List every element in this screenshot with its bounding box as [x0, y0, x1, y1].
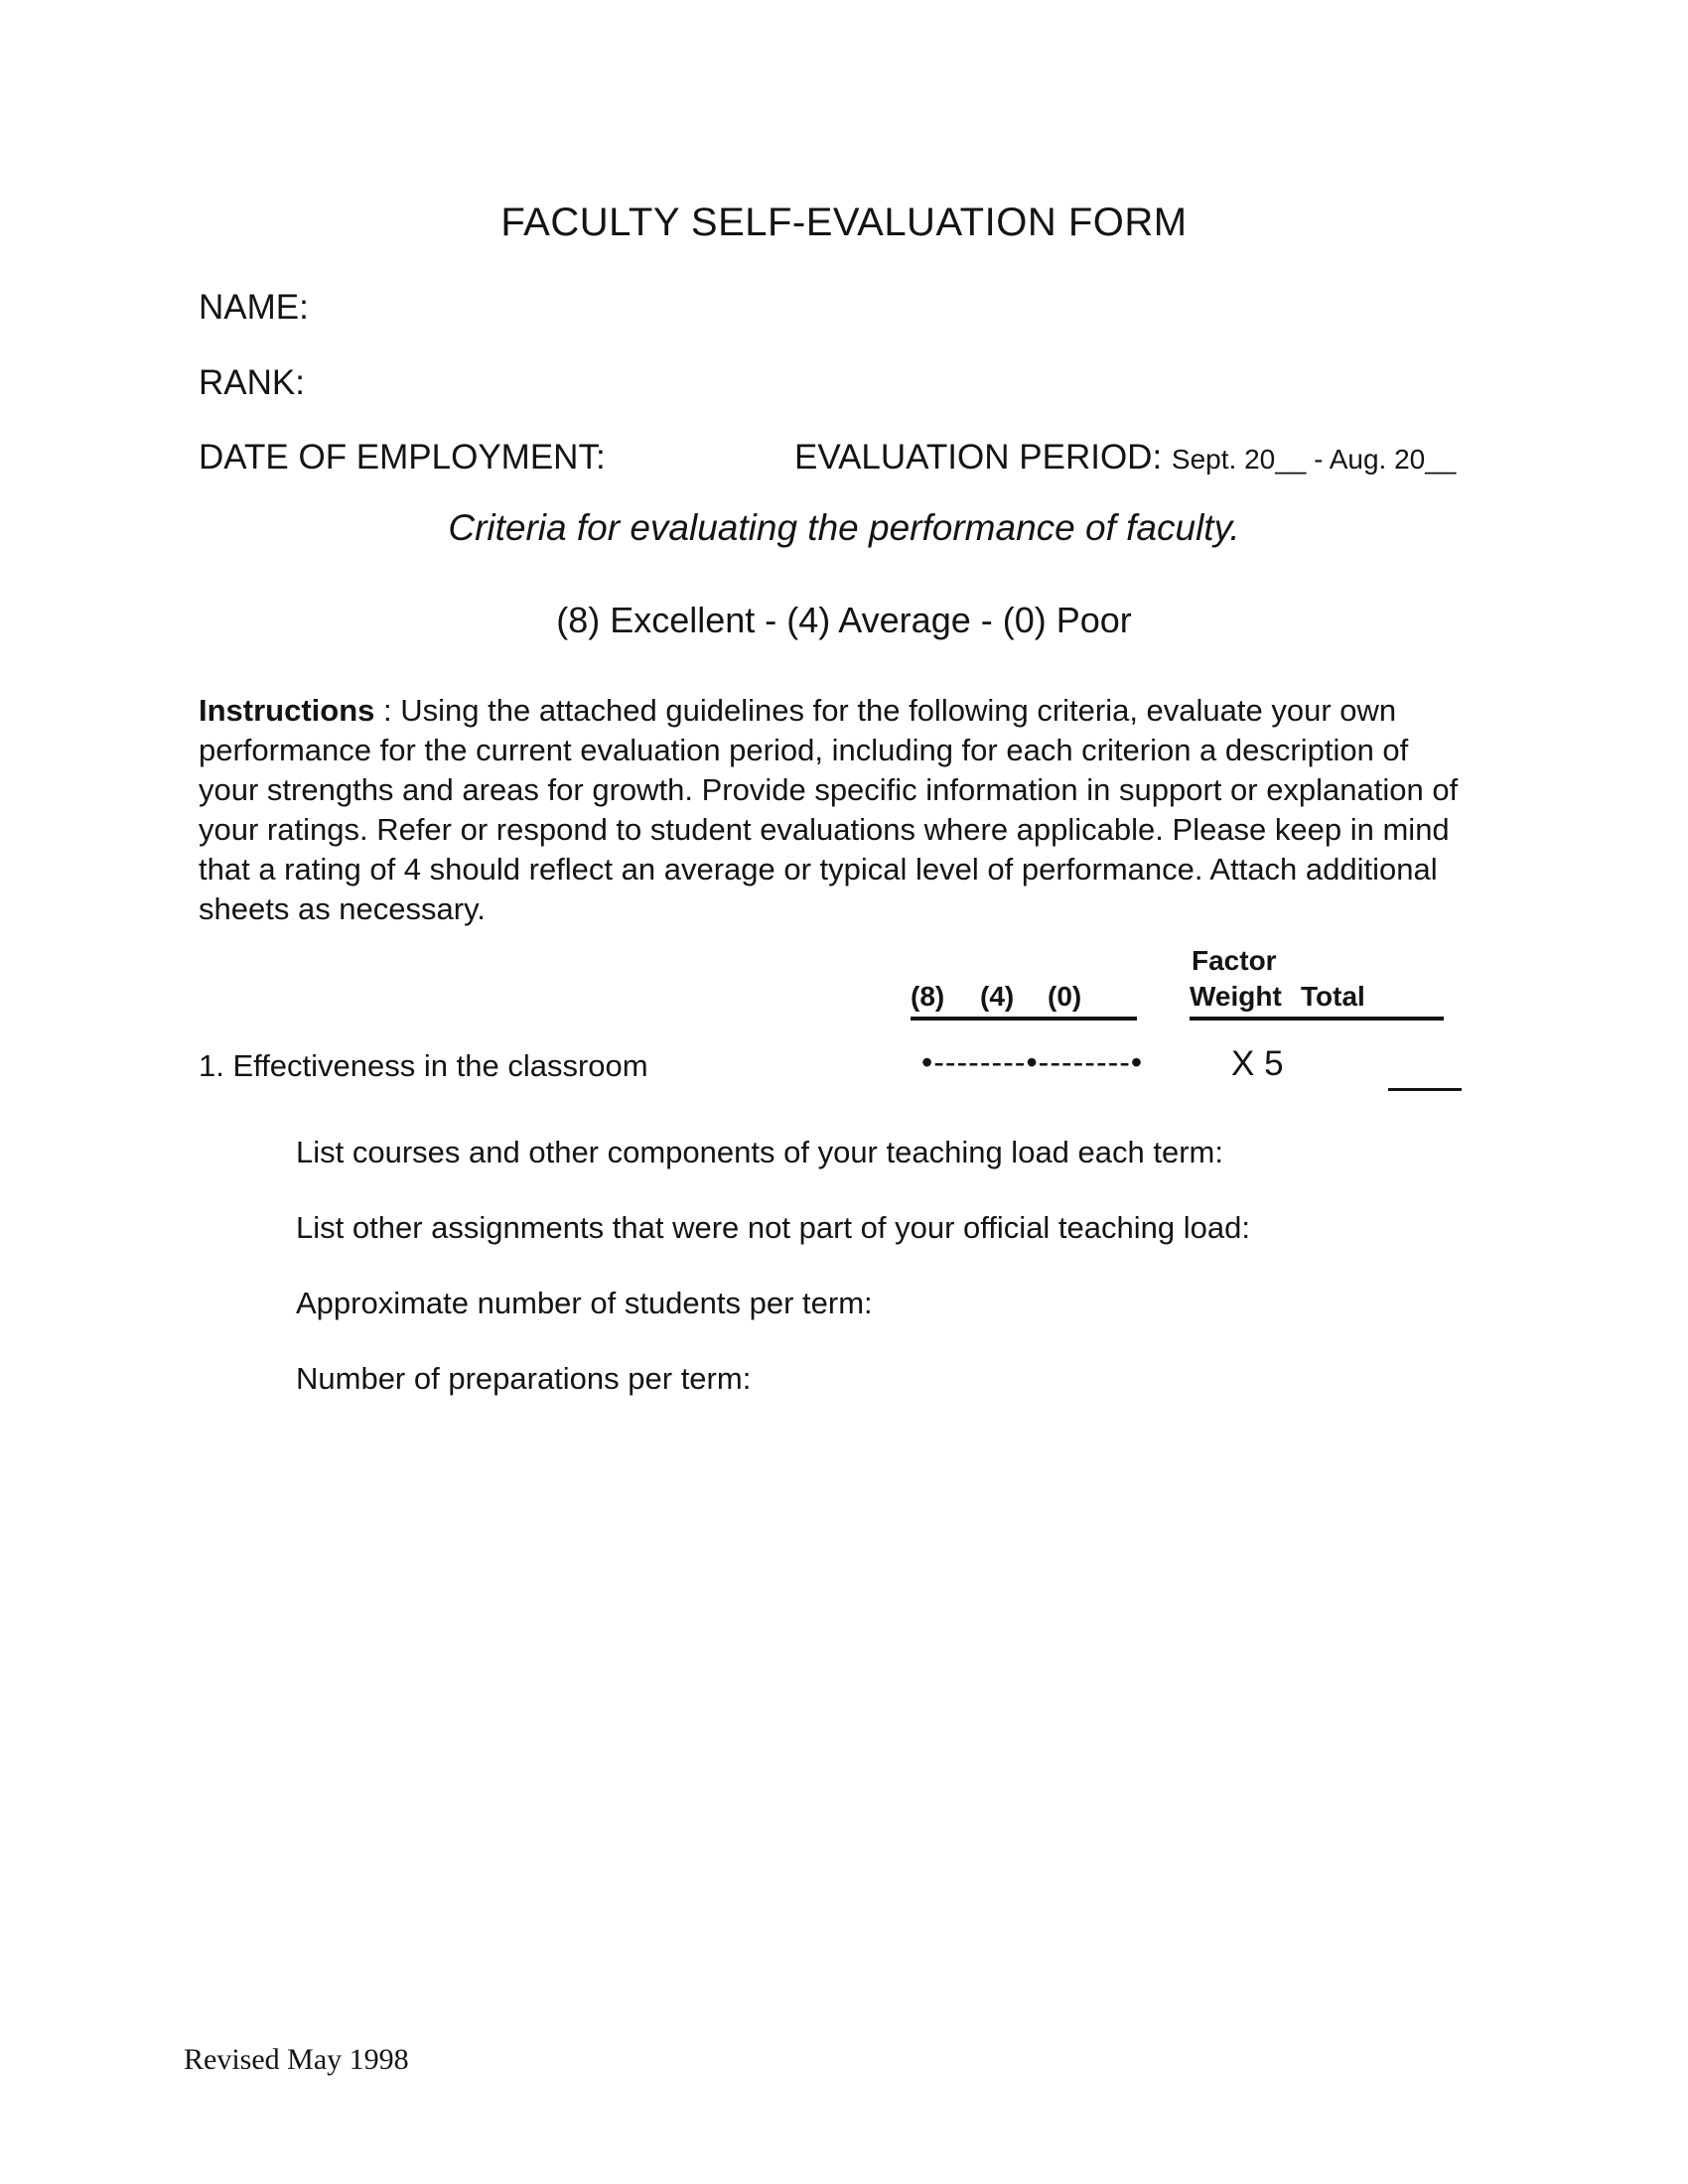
employment-label: DATE OF EMPLOYMENT: — [199, 438, 606, 477]
eval-period — [794, 438, 1456, 478]
total-header-label: Total — [1301, 981, 1365, 1012]
instructions-paragraph — [199, 691, 1470, 929]
subitem-preparations: Number of preparations per term: — [296, 1361, 752, 1396]
weight-header-label: Weight — [1190, 981, 1282, 1012]
page-title: FACULTY SELF-EVALUATION FORM — [500, 201, 1188, 244]
rating-legend: (8) Excellent - (4) Average - (0) Poor — [556, 600, 1132, 640]
scale-8-label: (8) — [911, 981, 945, 1012]
eval-period-label: EVALUATION PERIOD: — [794, 438, 1163, 477]
factor-header-label: Factor — [1192, 945, 1277, 976]
rating-scale-header — [911, 979, 1137, 1021]
subitem-students: Approximate number of students per term: — [296, 1286, 873, 1320]
weight-total-header — [1190, 979, 1444, 1021]
instructions-body: : Using the attached guidelines for the following criteria, evaluate your own performance for the current evaluation period, including for each criterion a description of your strengths and areas for growth. Provide specific information in support or explanation of your ratings. Refer or respond to student evaluations where applicable. Please keep in mind that a rating of 4 should reflect an average or typical level of performance. Attach additional sheets as necessary. — [199, 693, 1459, 926]
subitem-assignments: List other assignments that were not part of your official teaching load: — [296, 1210, 1250, 1245]
item1-label: 1. Effectiveness in the classroom — [199, 1048, 648, 1083]
criteria-heading: Criteria for evaluating the performance of faculty. — [448, 507, 1240, 548]
eval-period-value: Sept. 20__ - Aug. 20__ — [1171, 444, 1457, 475]
footer-revision-note: Revised May 1998 — [184, 2043, 409, 2076]
item1-total-blank-line — [1388, 1054, 1462, 1091]
item1-factor-weight: X 5 — [1231, 1044, 1284, 1083]
name-label: NAME: — [199, 288, 309, 327]
instructions-label: Instructions — [199, 693, 375, 728]
item1-rating-scale-line: •--------•--------• — [921, 1044, 1144, 1080]
scale-4-label: (4) — [980, 981, 1015, 1012]
rank-label: RANK: — [199, 363, 305, 402]
subitem-courses: List courses and other components of your teaching load each term: — [296, 1135, 1223, 1169]
scale-0-label: (0) — [1048, 981, 1082, 1012]
